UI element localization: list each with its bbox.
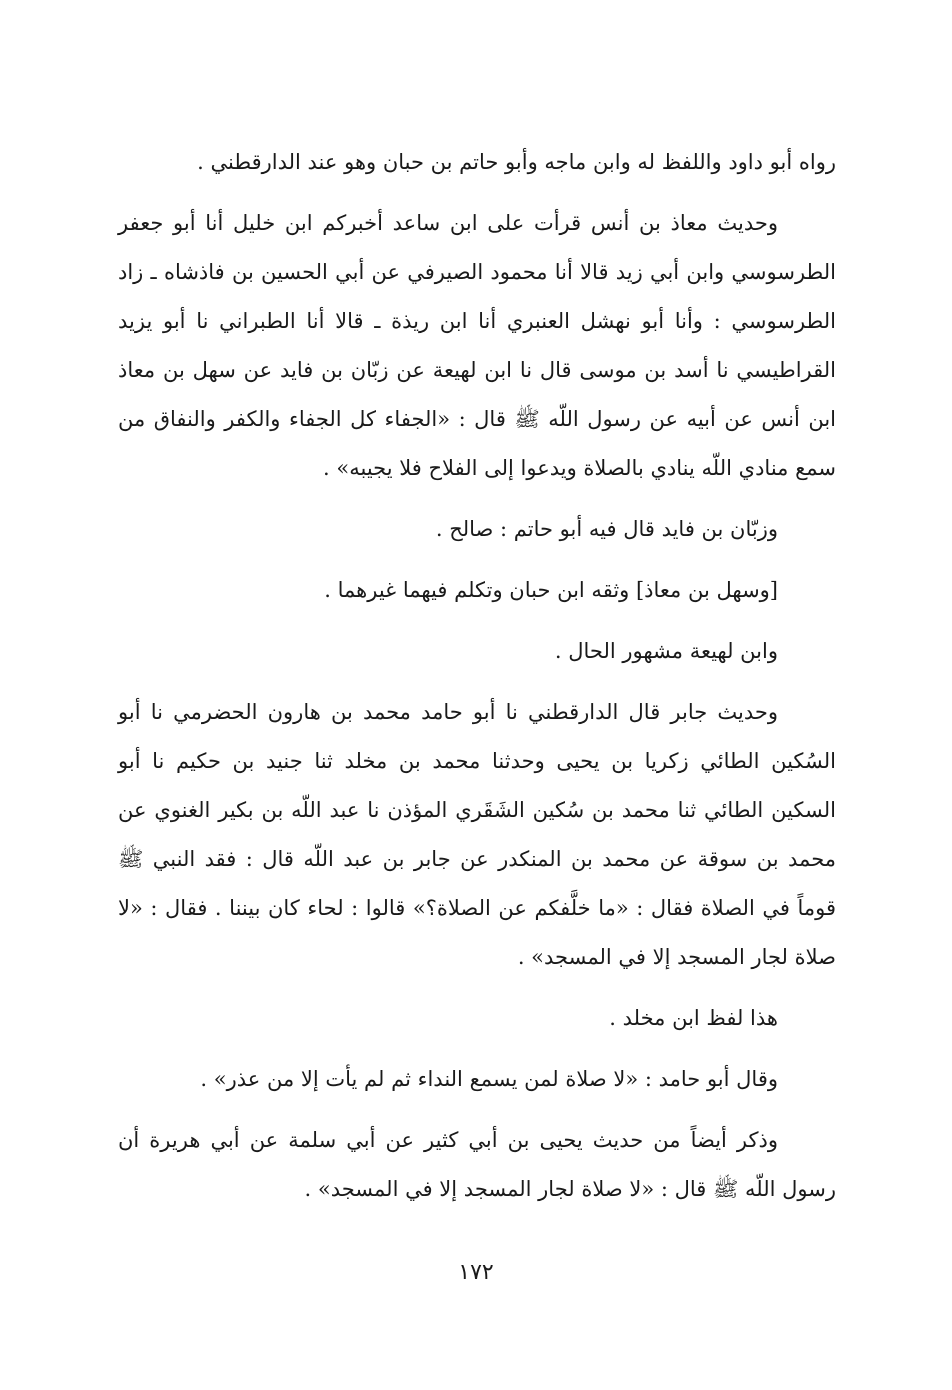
paragraph-1: رواه أبو داود واللفظ له وابن ماجه وأبو حاتم بن حبان وهو عند الدارقطني . — [197, 150, 836, 174]
paragraph-9: وذكر أيضاً من حديث يحيى بن أبي كثير عن أبي سلمة عن أبي هريرة أن رسول اللّه ﷺ قال : «لا صلاة لجار المسجد إلا في المسجد» . — [118, 1128, 836, 1201]
paragraph-4: [وسهل بن معاذ] وثقه ابن حبان وتكلم فيهما غيرهما . — [324, 578, 778, 602]
paragraph-8: وقال أبو حامد : «لا صلاة لمن يسمع النداء ثم لم يأت إلا من عذر» . — [200, 1067, 778, 1091]
body-text — [118, 138, 836, 1226]
paragraph-2: وحديث معاذ بن أنس قرأت على ابن ساعد أخبركم ابن خليل أنا أبو جعفر الطرسوسي وابن أبي زيد قالا أنا محمود الصيرفي عن أبي الحسين بن فاذشاه ـ زاد الطرسوسي : وأنا أبو نهشل العنبري أنا ابن ريذة ـ قالا أنا الطبراني نا أبو يزيد القراطيسي نا أسد بن موسى قال نا ابن لهيعة عن زبّان بن فايد عن سهل بن معاذ ابن أنس عن أبيه عن رسول اللّه ﷺ قال : «الجفاء كل الجفاء والكفر والنفاق من سمع منادي اللّه ينادي بالصلاة ويدعوا إلى الفلاح فلا يجيبه» . — [118, 211, 836, 480]
paragraph-6: وحديث جابر قال الدارقطني نا أبو حامد محمد بن هارون الحضرمي نا أبو السُكين الطائي زكريا بن يحيى وحدثنا محمد بن مخلد ثنا جنيد بن حكيم نا أبو السكين الطائي ثنا محمد بن سُكين الشَقَري المؤذن نا عبد اللّه بن بكير الغنوي عن محمد بن سوقة عن محمد بن المنكدر عن جابر بن عبد اللّه قال : فقد النبي ﷺ قوماً في الصلاة فقال : «ما خلَّفكم عن الصلاة؟» قالوا : لحاء كان بيننا . فقال : «لا صلاة لجار المسجد إلا في المسجد» . — [118, 700, 836, 969]
paragraph-5: وابن لهيعة مشهور الحال . — [554, 639, 778, 663]
page-number: ١٧٢ — [458, 1260, 494, 1285]
paragraph-3: وزبّان بن فايد قال فيه أبو حاتم : صالح . — [435, 517, 778, 541]
paragraph-7: هذا لفظ ابن مخلد . — [609, 1006, 778, 1030]
